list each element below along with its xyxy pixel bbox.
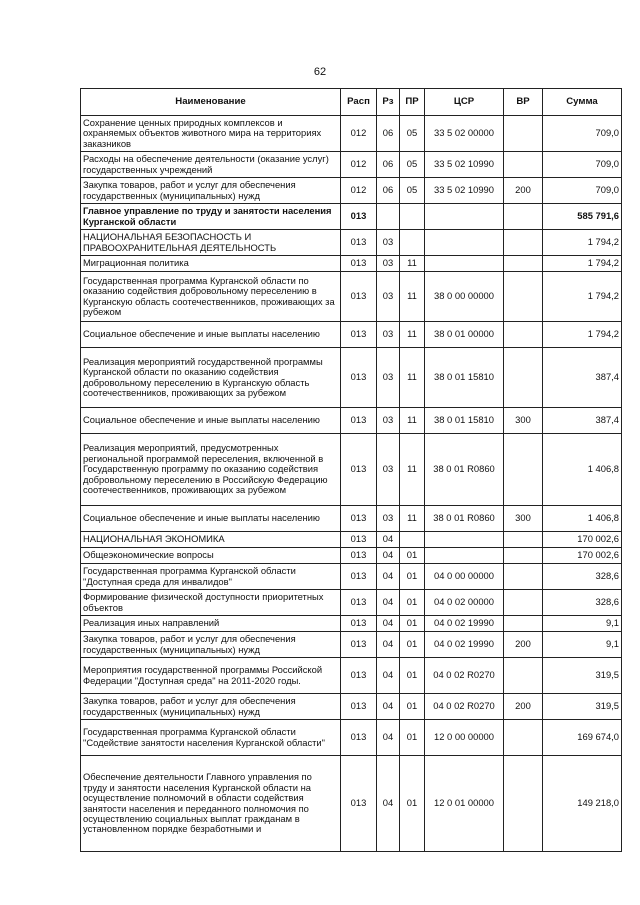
cell-rasp: 013 bbox=[341, 506, 377, 532]
cell-pr: 11 bbox=[400, 434, 425, 506]
cell-rasp: 013 bbox=[341, 756, 377, 852]
cell-vr bbox=[504, 230, 543, 256]
cell-vr: 300 bbox=[504, 408, 543, 434]
cell-csr: 38 0 01 R0860 bbox=[425, 506, 504, 532]
cell-csr: 12 0 01 00000 bbox=[425, 756, 504, 852]
cell-vr: 200 bbox=[504, 694, 543, 720]
column-header-name: Наименование bbox=[81, 89, 341, 116]
cell-rasp: 013 bbox=[341, 256, 377, 272]
cell-csr: 38 0 01 15810 bbox=[425, 348, 504, 408]
cell-rasp: 013 bbox=[341, 204, 377, 230]
cell-name: Закупка товаров, работ и услуг для обеспечения государственных (муниципальных) нужд bbox=[81, 694, 341, 720]
cell-rasp: 013 bbox=[341, 658, 377, 694]
cell-sum: 319,5 bbox=[543, 658, 622, 694]
table-row bbox=[81, 434, 622, 506]
cell-csr: 04 0 02 R0270 bbox=[425, 658, 504, 694]
cell-rz: 04 bbox=[377, 720, 400, 756]
cell-rasp: 013 bbox=[341, 348, 377, 408]
cell-vr bbox=[504, 532, 543, 548]
cell-sum: 1 794,2 bbox=[543, 230, 622, 256]
cell-rasp: 013 bbox=[341, 720, 377, 756]
cell-sum: 170 002,6 bbox=[543, 532, 622, 548]
cell-csr: 04 0 02 R0270 bbox=[425, 694, 504, 720]
cell-rasp: 013 bbox=[341, 272, 377, 322]
cell-vr bbox=[504, 204, 543, 230]
cell-sum: 585 791,6 bbox=[543, 204, 622, 230]
cell-rz bbox=[377, 204, 400, 230]
cell-rasp: 012 bbox=[341, 178, 377, 204]
cell-name: Социальное обеспечение и иные выплаты населению bbox=[81, 408, 341, 434]
cell-rasp: 013 bbox=[341, 434, 377, 506]
cell-name: Расходы на обеспечение деятельности (оказание услуг) государственных учреждений bbox=[81, 152, 341, 178]
cell-pr: 05 bbox=[400, 116, 425, 152]
cell-vr bbox=[504, 720, 543, 756]
cell-rz: 04 bbox=[377, 756, 400, 852]
budget-table bbox=[80, 88, 622, 852]
cell-sum: 709,0 bbox=[543, 152, 622, 178]
cell-sum: 1 406,8 bbox=[543, 434, 622, 506]
cell-name: Реализация мероприятий государственной программы Курганской области по оказанию содействия добровольному переселению в Курганскую область соотечественников, проживающих за рубежом bbox=[81, 348, 341, 408]
cell-rz: 04 bbox=[377, 632, 400, 658]
cell-vr bbox=[504, 272, 543, 322]
table-row bbox=[81, 272, 622, 322]
cell-rasp: 013 bbox=[341, 694, 377, 720]
cell-sum: 387,4 bbox=[543, 408, 622, 434]
cell-vr bbox=[504, 616, 543, 632]
cell-vr bbox=[504, 348, 543, 408]
table-row bbox=[81, 152, 622, 178]
cell-rz: 04 bbox=[377, 532, 400, 548]
cell-pr bbox=[400, 532, 425, 548]
cell-vr bbox=[504, 434, 543, 506]
cell-rz: 04 bbox=[377, 548, 400, 564]
table-row bbox=[81, 230, 622, 256]
cell-vr bbox=[504, 256, 543, 272]
cell-sum: 1 794,2 bbox=[543, 272, 622, 322]
cell-rasp: 013 bbox=[341, 548, 377, 564]
cell-csr bbox=[425, 204, 504, 230]
column-header-vr: ВР bbox=[504, 89, 543, 116]
cell-sum: 1 794,2 bbox=[543, 256, 622, 272]
table-row bbox=[81, 408, 622, 434]
cell-pr: 01 bbox=[400, 720, 425, 756]
cell-name: Закупка товаров, работ и услуг для обеспечения государственных (муниципальных) нужд bbox=[81, 178, 341, 204]
table-row bbox=[81, 506, 622, 532]
cell-pr: 11 bbox=[400, 408, 425, 434]
cell-csr: 04 0 00 00000 bbox=[425, 564, 504, 590]
cell-pr: 01 bbox=[400, 632, 425, 658]
cell-rz: 03 bbox=[377, 434, 400, 506]
cell-name: Сохранение ценных природных комплексов и охраняемых объектов животного мира на территориях заказников bbox=[81, 116, 341, 152]
cell-sum: 170 002,6 bbox=[543, 548, 622, 564]
cell-csr: 33 5 02 00000 bbox=[425, 116, 504, 152]
cell-sum: 328,6 bbox=[543, 564, 622, 590]
cell-name: Государственная программа Курганской области по оказанию содействия добровольному переселению в Курганскую область соотечественников, проживающих за рубежом bbox=[81, 272, 341, 322]
cell-rasp: 013 bbox=[341, 632, 377, 658]
cell-pr: 11 bbox=[400, 506, 425, 532]
column-header-rasp: Расп bbox=[341, 89, 377, 116]
table-row bbox=[81, 256, 622, 272]
cell-rasp: 012 bbox=[341, 116, 377, 152]
cell-sum: 9,1 bbox=[543, 616, 622, 632]
table-row bbox=[81, 178, 622, 204]
table-row bbox=[81, 590, 622, 616]
cell-vr: 300 bbox=[504, 506, 543, 532]
cell-rz: 03 bbox=[377, 256, 400, 272]
column-header-sum: Сумма bbox=[543, 89, 622, 116]
cell-rasp: 013 bbox=[341, 408, 377, 434]
table-row bbox=[81, 616, 622, 632]
cell-sum: 319,5 bbox=[543, 694, 622, 720]
table-row bbox=[81, 694, 622, 720]
page-number: 62 bbox=[313, 66, 327, 78]
cell-rz: 06 bbox=[377, 152, 400, 178]
cell-rasp: 013 bbox=[341, 322, 377, 348]
cell-sum: 149 218,0 bbox=[543, 756, 622, 852]
cell-rz: 03 bbox=[377, 506, 400, 532]
cell-csr: 38 0 01 15810 bbox=[425, 408, 504, 434]
table-row bbox=[81, 204, 622, 230]
cell-pr: 01 bbox=[400, 548, 425, 564]
cell-name: Государственная программа Курганской области "Содействие занятости населения Курганской области" bbox=[81, 720, 341, 756]
cell-pr: 11 bbox=[400, 322, 425, 348]
cell-vr bbox=[504, 152, 543, 178]
cell-rz: 06 bbox=[377, 116, 400, 152]
cell-pr bbox=[400, 204, 425, 230]
cell-csr: 33 5 02 10990 bbox=[425, 152, 504, 178]
cell-pr: 11 bbox=[400, 348, 425, 408]
table-row bbox=[81, 548, 622, 564]
cell-pr: 01 bbox=[400, 564, 425, 590]
column-header-pr: ПР bbox=[400, 89, 425, 116]
cell-sum: 169 674,0 bbox=[543, 720, 622, 756]
table-row bbox=[81, 632, 622, 658]
column-header-csr: ЦСР bbox=[425, 89, 504, 116]
cell-csr: 38 0 00 00000 bbox=[425, 272, 504, 322]
cell-sum: 1 406,8 bbox=[543, 506, 622, 532]
table-body bbox=[81, 116, 622, 852]
cell-rz: 03 bbox=[377, 408, 400, 434]
table-row bbox=[81, 348, 622, 408]
cell-rz: 06 bbox=[377, 178, 400, 204]
cell-sum: 709,0 bbox=[543, 178, 622, 204]
cell-sum: 387,4 bbox=[543, 348, 622, 408]
cell-vr bbox=[504, 116, 543, 152]
cell-name: Закупка товаров, работ и услуг для обеспечения государственных (муниципальных) нужд bbox=[81, 632, 341, 658]
cell-name: Мероприятия государственной программы Российской Федерации "Доступная среда" на 2011-2020 годы. bbox=[81, 658, 341, 694]
cell-rz: 03 bbox=[377, 272, 400, 322]
cell-pr: 01 bbox=[400, 694, 425, 720]
cell-vr: 200 bbox=[504, 178, 543, 204]
cell-sum: 1 794,2 bbox=[543, 322, 622, 348]
cell-name: Общеэкономические вопросы bbox=[81, 548, 341, 564]
cell-name: НАЦИОНАЛЬНАЯ ЭКОНОМИКА bbox=[81, 532, 341, 548]
cell-rasp: 013 bbox=[341, 564, 377, 590]
cell-csr bbox=[425, 532, 504, 548]
cell-rz: 04 bbox=[377, 590, 400, 616]
cell-rz: 04 bbox=[377, 658, 400, 694]
cell-rasp: 013 bbox=[341, 590, 377, 616]
table-row bbox=[81, 658, 622, 694]
cell-csr bbox=[425, 230, 504, 256]
cell-csr: 04 0 02 19990 bbox=[425, 632, 504, 658]
cell-pr: 05 bbox=[400, 152, 425, 178]
cell-name: Социальное обеспечение и иные выплаты населению bbox=[81, 506, 341, 532]
cell-rasp: 013 bbox=[341, 230, 377, 256]
cell-vr bbox=[504, 658, 543, 694]
cell-rz: 04 bbox=[377, 564, 400, 590]
cell-sum: 328,6 bbox=[543, 590, 622, 616]
cell-rasp: 013 bbox=[341, 532, 377, 548]
cell-pr: 05 bbox=[400, 178, 425, 204]
cell-pr: 11 bbox=[400, 272, 425, 322]
cell-rasp: 013 bbox=[341, 616, 377, 632]
cell-rz: 03 bbox=[377, 322, 400, 348]
table-row bbox=[81, 756, 622, 852]
cell-csr: 04 0 02 19990 bbox=[425, 616, 504, 632]
cell-name: Реализация иных направлений bbox=[81, 616, 341, 632]
cell-csr: 38 0 01 00000 bbox=[425, 322, 504, 348]
cell-rz: 04 bbox=[377, 616, 400, 632]
cell-name: Государственная программа Курганской области "Доступная среда для инвалидов" bbox=[81, 564, 341, 590]
cell-name: Реализация мероприятий, предусмотренных региональной программой переселения, включенной в Государственную программу по оказанию содействия добровольному переселению в Российскую Федерацию соотечественников, проживающих за рубежом bbox=[81, 434, 341, 506]
cell-vr bbox=[504, 548, 543, 564]
cell-vr bbox=[504, 322, 543, 348]
cell-vr: 200 bbox=[504, 632, 543, 658]
cell-vr bbox=[504, 756, 543, 852]
cell-rz: 03 bbox=[377, 230, 400, 256]
cell-rz: 03 bbox=[377, 348, 400, 408]
cell-name: НАЦИОНАЛЬНАЯ БЕЗОПАСНОСТЬ И ПРАВООХРАНИТЕЛЬНАЯ ДЕЯТЕЛЬНОСТЬ bbox=[81, 230, 341, 256]
cell-pr: 01 bbox=[400, 756, 425, 852]
cell-pr: 01 bbox=[400, 590, 425, 616]
cell-name: Обеспечение деятельности Главного управления по труду и занятости населения Курганской области на осуществление полномочий в области содействия занятости населения и переданного полномочия по осуществлению социальных выплат гражданам в установленном порядке безработными и bbox=[81, 756, 341, 852]
cell-pr: 11 bbox=[400, 256, 425, 272]
cell-csr bbox=[425, 548, 504, 564]
cell-csr: 33 5 02 10990 bbox=[425, 178, 504, 204]
cell-csr: 12 0 00 00000 bbox=[425, 720, 504, 756]
table-row bbox=[81, 532, 622, 548]
cell-pr: 01 bbox=[400, 616, 425, 632]
cell-sum: 9,1 bbox=[543, 632, 622, 658]
table-row bbox=[81, 322, 622, 348]
cell-sum: 709,0 bbox=[543, 116, 622, 152]
cell-name: Социальное обеспечение и иные выплаты населению bbox=[81, 322, 341, 348]
cell-pr: 01 bbox=[400, 658, 425, 694]
table-header-row bbox=[81, 89, 622, 116]
cell-vr bbox=[504, 590, 543, 616]
table-row bbox=[81, 720, 622, 756]
cell-name: Главное управление по труду и занятости населения Курганской области bbox=[81, 204, 341, 230]
cell-name: Формирование физической доступности приоритетных объектов bbox=[81, 590, 341, 616]
table-row bbox=[81, 116, 622, 152]
cell-rasp: 012 bbox=[341, 152, 377, 178]
cell-csr: 38 0 01 R0860 bbox=[425, 434, 504, 506]
cell-csr bbox=[425, 256, 504, 272]
cell-name: Миграционная политика bbox=[81, 256, 341, 272]
cell-csr: 04 0 02 00000 bbox=[425, 590, 504, 616]
column-header-rz: Рз bbox=[377, 89, 400, 116]
cell-rz: 04 bbox=[377, 694, 400, 720]
table-row bbox=[81, 564, 622, 590]
cell-vr bbox=[504, 564, 543, 590]
cell-pr bbox=[400, 230, 425, 256]
